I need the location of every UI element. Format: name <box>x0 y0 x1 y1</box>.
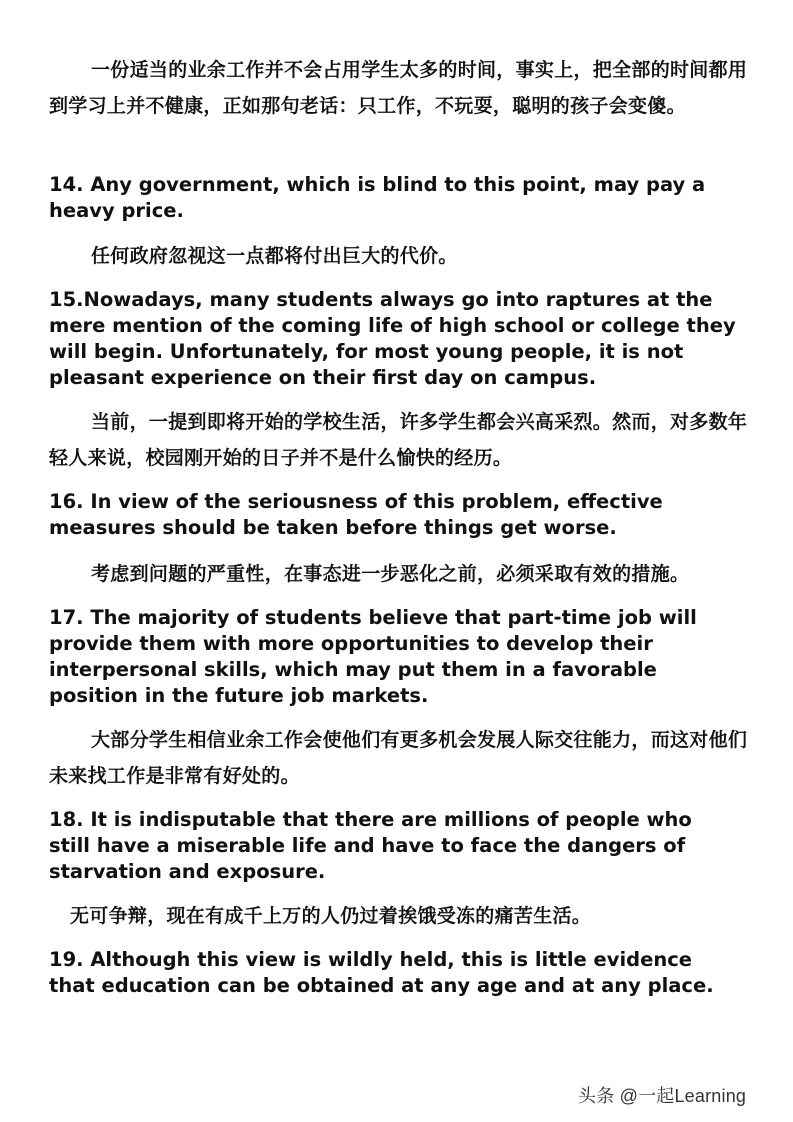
sentence-17: 17. The majority of students believe that part-time job will provide them with more opportunities to develop their interpersonal skills, which may put them in a favorable position in the future job markets. <box>49 606 697 707</box>
sentence-18: 18. It is indisputable that there are millions of people who still have a miserable life and have to face the dangers of starvation and exposure. <box>49 808 692 883</box>
sentence-19: 19. Although this view is wildly held, this is little evidence that education can be obtained at any age and at any place. <box>49 948 714 997</box>
paragraph-zh-17: 大部分学生相信业余工作会使他们有更多机会发展人际交往能力，而这对他们未来找工作是非常有好处的。 <box>49 729 748 787</box>
sentence-16: 16. In view of the seriousness of this problem, effective measures should be taken before things get worse. <box>49 490 663 539</box>
sentence-15: 15.Nowadays, many students always go into raptures at the mere mention of the coming life of high school or college they will begin. Unfortunately, for most young people, it is not pleasant experience on their first day on campus. <box>49 288 736 389</box>
watermark: 头条 @一起Learning <box>578 1086 747 1106</box>
paragraph-zh-15: 当前，一提到即将开始的学校生活，许多学生都会兴高采烈。然而，对多数年轻人来说，校园刚开始的日子并不是什么愉快的经历。 <box>49 411 748 469</box>
sentence-14: 14. Any government, which is blind to this point, may pay a heavy price. <box>49 173 706 222</box>
paragraph-zh-14: 任何政府忽视这一点都将付出巨大的代价。 <box>91 245 458 267</box>
paragraph-zh-18: 无可争辩，现在有成千上万的人仍过着挨饿受冻的痛苦生活。 <box>70 905 592 927</box>
paragraph-zh-13: 一份适当的业余工作并不会占用学生太多的时间，事实上，把全部的时间都用到学习上并不健康，正如那句老话：只工作，不玩耍，聪明的孩子会变傻。 <box>49 59 748 117</box>
paragraph-zh-16: 考虑到问题的严重性，在事态进一步恶化之前，必须采取有效的措施。 <box>91 563 690 585</box>
